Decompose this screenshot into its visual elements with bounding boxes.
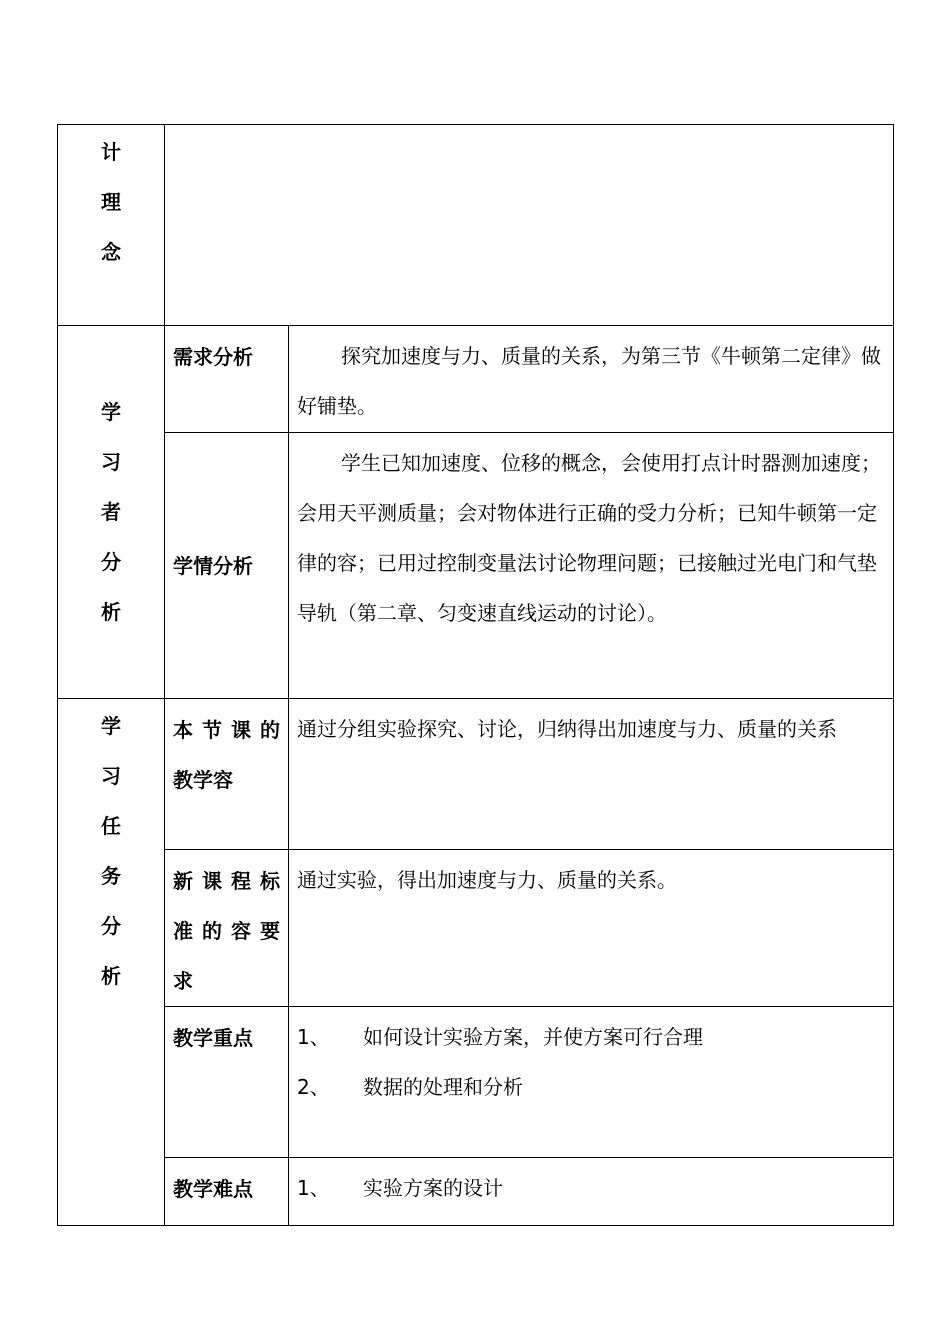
lesson-content-text: 通过分组实验探究、讨论，归纳得出加速度与力、质量的关系 <box>297 717 837 741</box>
label-line: 求 <box>173 969 193 993</box>
list-item <box>297 1012 885 1062</box>
learner-situation-label <box>165 433 289 699</box>
needs-analysis-row <box>58 326 894 433</box>
label-line: 教学容 <box>173 768 233 792</box>
needs-analysis-content <box>289 326 894 433</box>
curriculum-standard-label <box>165 850 289 1007</box>
item-number: 2、 <box>297 1075 330 1099</box>
needs-analysis-text: 探究加速度与力、质量的关系，为第三节《牛顿第二定律》做好铺垫。 <box>297 344 881 418</box>
curriculum-standard-text: 通过实验，得出加速度与力、质量的关系。 <box>297 868 677 892</box>
learner-analysis-label <box>58 326 165 699</box>
design-concept-label <box>58 125 165 326</box>
needs-analysis-label <box>165 326 289 433</box>
label-line: 本节课的 <box>173 718 280 742</box>
key-points-row <box>58 1007 894 1158</box>
label-char: 析 <box>101 600 121 624</box>
label-char: 分 <box>101 550 121 574</box>
learner-situation-content <box>289 433 894 699</box>
curriculum-standard-row <box>58 850 894 1007</box>
key-points-content <box>289 1007 894 1158</box>
learner-situation-row <box>58 433 894 699</box>
difficulties-label-text: 教学难点 <box>173 1177 253 1201</box>
label-char: 务 <box>101 864 121 888</box>
list-item <box>297 1163 885 1213</box>
label-line: 新课程标 <box>173 869 280 893</box>
label-char: 念 <box>101 240 121 264</box>
design-concept-text <box>165 125 893 130</box>
curriculum-standard-content <box>289 850 894 1007</box>
label-char: 理 <box>101 190 121 214</box>
difficulties-content <box>289 1158 894 1226</box>
label-line: 准的容要 <box>173 919 280 943</box>
key-points-label <box>165 1007 289 1158</box>
lesson-plan-table <box>57 124 894 1226</box>
difficulties-row <box>58 1158 894 1226</box>
learner-situation-text: 学生已知加速度、位移的概念，会使用打点计时器测加速度；会用天平测质量；会对物体进行正确的受力分析；已知牛顿第一定律的容；已用过控制变量法讨论物理问题；已接触过光电门和气垫导轨（第二章、匀变速直线运动的讨论）。 <box>297 451 881 625</box>
label-char: 任 <box>101 814 121 838</box>
lesson-content-content <box>289 699 894 850</box>
lesson-content-label <box>165 699 289 850</box>
item-number: 1、 <box>297 1025 330 1049</box>
label-char: 析 <box>101 964 121 988</box>
design-concept-row <box>58 125 894 326</box>
label-char: 者 <box>101 500 121 524</box>
needs-analysis-label-text: 需求分析 <box>173 345 253 369</box>
task-analysis-label <box>58 699 165 1226</box>
item-text: 实验方案的设计 <box>363 1176 503 1200</box>
label-char: 计 <box>101 140 121 164</box>
label-char: 学 <box>101 400 121 424</box>
label-char: 习 <box>101 764 121 788</box>
label-char: 学 <box>101 714 121 738</box>
label-char: 习 <box>101 450 121 474</box>
design-concept-content <box>165 125 894 326</box>
item-number: 1、 <box>297 1176 330 1200</box>
list-item <box>297 1062 885 1112</box>
item-text: 如何设计实验方案，并使方案可行合理 <box>363 1025 703 1049</box>
lesson-content-row <box>58 699 894 850</box>
item-text: 数据的处理和分析 <box>363 1075 523 1099</box>
key-points-label-text: 教学重点 <box>173 1026 253 1050</box>
difficulties-label <box>165 1158 289 1226</box>
label-char: 分 <box>101 914 121 938</box>
learner-situation-label-text: 学情分析 <box>173 553 253 578</box>
